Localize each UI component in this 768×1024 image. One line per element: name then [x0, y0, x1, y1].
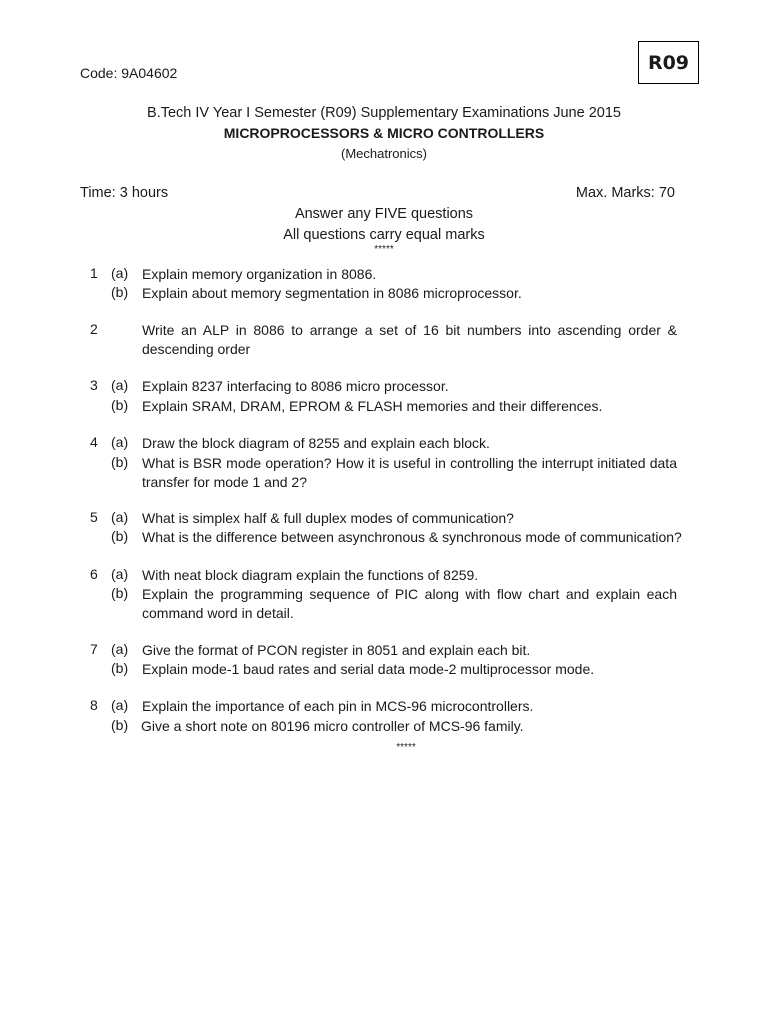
regulation-badge: R09 [638, 41, 699, 84]
question-part-text: Explain the importance of each pin in MCS-96 microcontrollers. [142, 698, 534, 714]
question-part-label: (a) [111, 434, 129, 450]
question-part-label: (a) [111, 697, 129, 713]
header-separator: ***** [374, 244, 394, 255]
question-part-label: (a) [111, 509, 129, 525]
question-part-text: Give a short note on 80196 micro controller of MCS-96 family. [141, 718, 524, 734]
question-part-text: With neat block diagram explain the functions of 8259. [142, 567, 479, 583]
question-part-text: Explain SRAM, DRAM, EPROM & FLASH memories and their differences. [142, 398, 603, 414]
question-part-label: (b) [111, 284, 129, 300]
question-part-text: Write an ALP in 8086 to arrange a set of 16 bit numbers into ascending order & descending order [142, 322, 677, 357]
question-part-label: (a) [111, 265, 129, 281]
footer-separator: ***** [396, 742, 416, 753]
question-part-label: (b) [111, 397, 129, 413]
question-part-text: Explain memory organization in 8086. [142, 266, 377, 282]
paper-code: Code: 9A04602 [80, 65, 178, 81]
question-number: 4 [90, 434, 98, 450]
question-part-label: (a) [111, 566, 129, 582]
branch-name: (Mechatronics) [341, 146, 427, 161]
question-part-text: Explain the programming sequence of PIC along with flow chart and explain each command word in detail. [142, 586, 677, 621]
question-part-label: (b) [111, 528, 129, 544]
question-part-text: What is BSR mode operation? How it is useful in controlling the interrupt initiated data transfer for mode 1 and 2? [142, 455, 677, 490]
question-part-label: (b) [111, 585, 129, 601]
question-part-text: Give the format of PCON register in 8051 and explain each bit. [142, 642, 531, 658]
instruction-equal-marks: All questions carry equal marks [283, 227, 485, 243]
max-marks: Max. Marks: 70 [575, 185, 675, 201]
question-number: 7 [90, 641, 98, 657]
question-number: 6 [90, 566, 98, 582]
question-number: 2 [90, 321, 98, 337]
question-part-label: (a) [111, 641, 129, 657]
question-part-label: (b) [111, 454, 129, 470]
question-number: 3 [90, 377, 98, 393]
question-part-text: Explain mode-1 baud rates and serial data mode-2 multiprocessor mode. [142, 661, 595, 677]
question-part-text: Explain about memory segmentation in 8086 microprocessor. [142, 285, 522, 301]
question-part-label: (a) [111, 377, 129, 393]
question-number: 5 [90, 509, 98, 525]
instruction-answer-five: Answer any FIVE questions [294, 206, 474, 222]
exam-title: B.Tech IV Year I Semester (R09) Supplementary Examinations June 2015 [147, 105, 621, 121]
question-part-text: Draw the block diagram of 8255 and explain each block. [142, 435, 490, 451]
subject-title: MICROPROCESSORS & MICRO CONTROLLERS [223, 125, 545, 141]
question-part-label: (b) [111, 660, 129, 676]
question-number: 1 [90, 265, 98, 281]
question-number: 8 [90, 697, 98, 713]
question-part-label: (b) [111, 717, 129, 733]
question-part-text: What is the difference between asynchronous & synchronous mode of communication? [142, 529, 682, 545]
question-part-text: Explain 8237 interfacing to 8086 micro processor. [142, 378, 449, 394]
exam-duration: Time: 3 hours [80, 185, 169, 201]
question-part-text: What is simplex half & full duplex modes of communication? [142, 510, 514, 526]
